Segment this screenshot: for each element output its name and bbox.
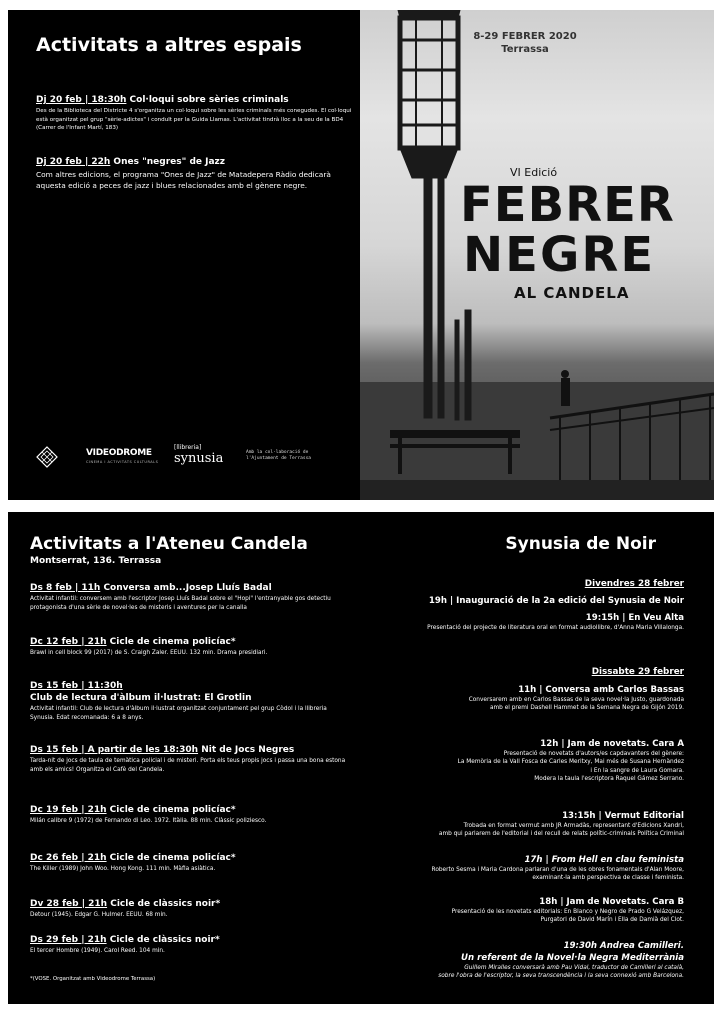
day-block — [354, 666, 684, 713]
event-block — [354, 810, 684, 839]
bottom-panel — [8, 512, 714, 1004]
event-heading — [36, 156, 354, 168]
event-description: Roberto Sesma i Maria Cardona parlaran d'una de les obres fonamentals d'Alan Moore, — [431, 867, 684, 873]
activity-description: El tercer Hombre (1949). Carol Reed. 104 min. — [30, 948, 165, 954]
section-title-altres-espais: Activitats a altres espais — [36, 34, 302, 56]
event-description: Guillem Miralles conversarà amb Pau Vidal, traductor de Camilleri al català, — [464, 965, 684, 971]
activity-title: Cicle de cinema policíac* — [106, 637, 236, 647]
poster-edition: VI Edició — [510, 166, 558, 179]
poster-title-febrer: FEBRER — [460, 177, 675, 233]
synusia-logo: synusia — [174, 451, 224, 466]
activity-date: Ds 15 feb | A partir de les 18:30h — [30, 745, 199, 755]
activity-heading — [30, 680, 352, 692]
activity-item — [30, 744, 352, 775]
activity-title: Cicle de clàssics noir* — [106, 935, 220, 945]
footnote: *(VOSE. Organitzat amb Videodrome Terrassa) — [30, 976, 156, 982]
activity-title: Conversa amb...Josep Lluís Badal — [100, 583, 272, 593]
activity-item — [30, 898, 352, 920]
activity-title: Club de lectura d'àlbum il·lustrat: El Grotlin — [30, 693, 252, 703]
activity-title: Cicle de cinema policíac* — [106, 853, 236, 863]
event-description: Presentació de novetats d'autors/es capdavanters del gènere: — [503, 751, 684, 757]
event-description: amb qui parlarem de l'editorial i del recull de relats polític-criminals Política Criminal — [438, 831, 684, 838]
activity-title: Nit de Jocs Negres — [198, 745, 295, 755]
activity-date: Dv 28 feb | 21h — [30, 899, 108, 909]
event-heading — [36, 94, 354, 106]
activity-date: Dc 19 feb | 21h — [30, 805, 107, 815]
event-block — [354, 854, 684, 883]
poster-title-negre: NEGRE — [463, 227, 656, 283]
activity-item — [30, 852, 352, 874]
event-block — [354, 896, 684, 925]
event-description: sobre l'obra de l'escriptor, la seva transcendència i la seva connexió amb Barcelona. — [438, 973, 684, 980]
llibreria-label: [llibreria] — [174, 444, 202, 451]
event-heading: 19:30h Andrea Camilleri. — [563, 941, 684, 951]
activity-heading — [30, 898, 352, 910]
event-block — [36, 94, 354, 133]
activity-heading — [30, 934, 352, 946]
event-title: Col·loqui sobre sèries criminals — [126, 95, 289, 105]
activity-title: Cicle de cinema policíac* — [106, 805, 236, 815]
activity-heading — [30, 804, 352, 816]
activity-date: Ds 8 feb | 11h — [30, 583, 101, 593]
activity-description: Milán calibre 9 (1972) de Fernando di Leo. 1972. Itàlia. 88 min. Clàssic poliziesco. — [30, 818, 267, 824]
event-description: Modera la taula l'escriptora Raquel Gámez Serrano. — [534, 776, 684, 783]
activity-description: Detour (1945). Edgar G. Hulmer. EEUU. 68 min. — [30, 912, 168, 918]
event-heading: 13:15h | Vermut Editorial — [562, 811, 684, 821]
sponsor-logos — [34, 446, 354, 476]
event-description: amb el premi Dashell Hammet de la Semana Negra de Gijón 2019. — [489, 705, 684, 712]
event-heading: 12h | Jam de novetats. Cara A — [540, 739, 684, 749]
videodrome-subtitle: CINEMA I ACTIVITATS CULTURALS — [86, 460, 159, 464]
event-title: Ones "negres" de Jazz — [110, 157, 226, 167]
event-block — [354, 940, 684, 981]
event-date: Dj 20 feb | 18:30h — [36, 95, 127, 105]
activity-description: Tarda-nit de jocs de taula de temàtica policial i de misteri. Porta els teus propis jocs i passa una bona estona amb els amics! Organitza el Cafè del Candela. — [30, 758, 346, 773]
event-block — [354, 738, 684, 784]
activity-description: Activitat infantil: conversem amb l'escriptor Josep Lluís Badal sobre el "Hopi" l'entranyable gos detectiu protagonista d'una sèrie de novel·les de misteris i aventures per la canalla — [30, 596, 331, 611]
activity-heading — [30, 852, 352, 864]
event-description: Trobada en format vermut amb JR Armadàs, representant d'Edicions Xandri, — [463, 823, 684, 829]
activity-date: Ds 15 feb | 11:30h — [30, 681, 123, 691]
event-description: Conversarem amb en Carlos Bassas de la seva novel·la Justo, guardonada — [468, 697, 684, 703]
festival-poster — [360, 10, 714, 500]
festival-dates: 8-29 FEBRER 2020 — [473, 31, 577, 42]
festival-city: Terrassa — [501, 44, 549, 55]
event-description: Presentació del projecte de literatura oral en format audiollibre, d'Anna Maria Villalonga. — [427, 625, 684, 631]
ajuntament-collaboration: Amb la col·laboració de l'Ajuntament de Terrassa — [246, 450, 312, 461]
videodrome-logo: VIDEODROME — [86, 448, 152, 458]
event-description: Com altres edicions, el programa "Ones de Jazz" de Matadepera Ràdio dedicarà aquesta edició a peces de jazz i blues relacionades amb el gènere negre. — [36, 170, 331, 190]
activity-description: Activitat infantil: Club de lectura d'àlbum il·lustrat organitzat conjuntament pel grup Còdol i la llibreria Synusia. Edat recomanada: 6 a 8 anys. — [30, 706, 327, 721]
event-heading: 18h | Jam de Novetats. Cara B — [539, 897, 684, 907]
top-panel — [8, 10, 714, 500]
activity-item — [30, 680, 352, 723]
event-description: Purgatori de David Marín i Ella de Damià del Clot. — [540, 917, 684, 924]
event-description: La Memòria de la Vall Fosca de Carles Meritxy, Mai més de Susana Hernàndez — [457, 759, 684, 766]
event-description: Des de la Biblioteca del Districte 4 s'organitza un col·loqui sobre les sèries criminals més conegudes. El col·loqui està organitzat pel grup "sèrie-adictes" i conduït per la Guida Llamas. L'activitat tindrà lloc a la seu de la BD4 (Carrer de l'Infant Martí, 183) — [36, 108, 352, 132]
event-description: examinant-la amb perspectiva de classe i feminista. — [532, 875, 684, 882]
activity-item — [30, 582, 352, 613]
activity-item — [30, 804, 352, 826]
ateneu-address: Montserrat, 136. Terrassa — [30, 556, 162, 566]
activity-heading — [30, 636, 352, 648]
activity-description: The Killer (1989) John Woo. Hong Kong. 111 min. Màfia asiàtica. — [30, 866, 216, 872]
event-heading: 11h | Conversa amb Carlos Bassas — [518, 685, 684, 695]
event-heading: 19:15h | En Veu Alta — [585, 613, 684, 623]
event-date: Dj 20 feb | 22h — [36, 157, 111, 167]
activity-item — [30, 934, 352, 956]
activity-description: Brawl in cell block 99 (2017) de S. Craigh Zaler. EEUU. 132 min. Drama presidiari. — [30, 650, 268, 656]
activity-heading — [30, 744, 352, 756]
event-subheading: Un referent de la Novel·la Negra Mediterrània — [461, 953, 684, 963]
activity-heading — [30, 582, 352, 594]
event-block — [36, 156, 354, 191]
day-heading: Divendres 28 febrer — [584, 579, 684, 589]
activity-item — [30, 636, 352, 658]
event-description: i En la sangre de Laura Gomara. — [590, 767, 684, 774]
activity-date: Ds 29 feb | 21h — [30, 935, 107, 945]
activity-date: Dc 26 feb | 21h — [30, 853, 107, 863]
event-heading: 17h | From Hell en clau feminista — [524, 855, 684, 865]
poster-title-candela: AL CANDELA — [514, 284, 630, 302]
section-title-synusia: Synusia de Noir — [505, 534, 656, 554]
day-heading: Dissabte 29 febrer — [591, 667, 684, 677]
event-heading: 19h | Inauguració de la 2a edició del Synusia de Noir — [428, 596, 684, 606]
event-description: Presentació de les novetats editorials: En Blanco y Negro de Prado G Velázquez, — [451, 909, 684, 915]
candela-logo-icon — [36, 446, 58, 468]
poster-dates — [470, 30, 580, 56]
day-block — [354, 578, 684, 632]
activity-date: Dc 12 feb | 21h — [30, 637, 107, 647]
activity-title: Cicle de clàssics noir* — [107, 899, 221, 909]
section-title-ateneu: Activitats a l'Ateneu Candela — [30, 534, 308, 554]
